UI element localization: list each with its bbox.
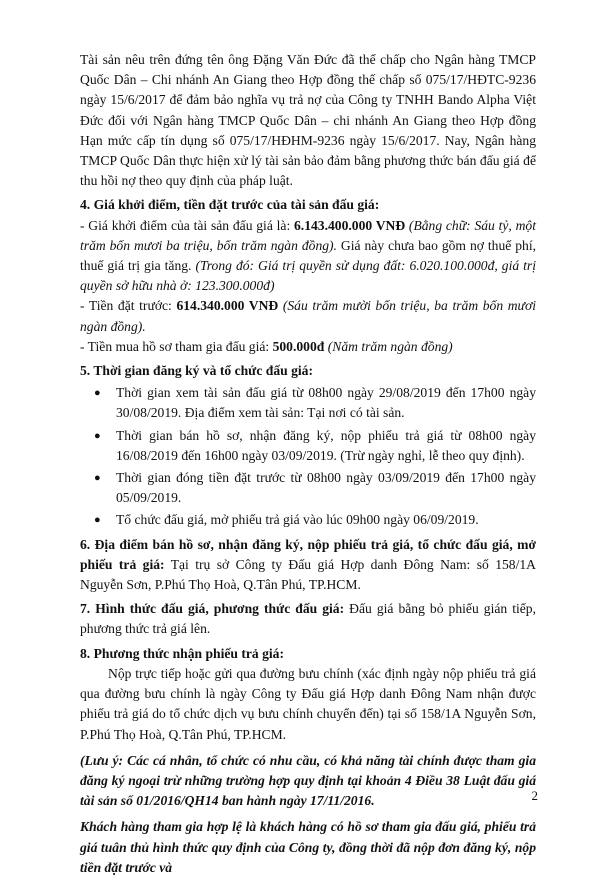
- note-paragraph: (Lưu ý: Các cá nhân, tổ chức có nhu cầu, có khả năng tài chính được tham gia đăng ký ngoại trừ những trường hợp quy định tại khoản 4 Điều 38 Luật đấu giá tài sản số 01/2016/QH14 ban hành ngày 17/11/2016.: [80, 752, 536, 809]
- section-8-text: Nộp trực tiếp hoặc gửi qua đường bưu chính (xác định ngày nộp phiếu trả giá qua đường bưu chính là ngày Công ty Đấu giá Hợp danh Đông Nam nhận được phiếu trả giá do tổ chức dịch vụ bưu chính chuyển đến) tại số 158/1A Nguyễn Sơn, P.Phú Thọ Hoà, Q.Tân Phú, TP.HCM.: [80, 665, 536, 742]
- deposit-value: 614.340.000 VNĐ: [176, 298, 279, 314]
- intro-paragraph: Tài sản nêu trên đứng tên ông Đặng Văn Đức đã thế chấp cho Ngân hàng TMCP Quốc Dân – Chi nhánh An Giang theo Hợp đồng thế chấp số 075/17/HĐTC-9236 ngày 15/6/2017 để đảm bảo nghĩa vụ trả nợ của Công ty TNHH Bando Alpha Việt Đức đối với Ngân hàng TMCP Quốc Dân – chi nhánh An Giang theo Hợp đồng Hạn mức cấp tín dụng số 075/17/HĐHM-9236 ngày 15/6/2017. Nay, Ngân hàng TMCP Quốc Dân thực hiện xử lý tài sản bảo đảm bằng phương thức bán đấu giá để thu hồi nợ theo quy định của pháp luật.: [80, 52, 536, 189]
- dossier-fee-line: - Tiền mua hồ sơ tham gia đấu giá: 500.000đ (Năm trăm ngàn đồng): [80, 338, 453, 354]
- section-7: 7. Hình thức đấu giá, phương thức đấu giá: Đấu giá bằng bỏ phiếu gián tiếp, phương thức trả giá lên.: [80, 601, 536, 637]
- dossier-fee-value: 500.000đ: [272, 338, 325, 354]
- section-4-heading: 4. Giá khởi điểm, tiền đặt trước của tài sản đấu giá:: [80, 197, 380, 213]
- section-7-heading: 7. Hình thức đấu giá, phương thức đấu giá:: [80, 601, 345, 617]
- list-item: ● Thời gian xem tài sản đấu giá từ 08h00 ngày 29/08/2019 đến 17h00 ngày 30/08/2019. Địa điểm xem tài sản: Tại nơi có tài sản.: [94, 385, 536, 421]
- document-page: [80, 50, 536, 878]
- section-5-heading: 5. Thời gian đăng ký và tổ chức đấu giá:: [80, 363, 313, 379]
- section-6: 6. Địa điểm bán hồ sơ, nhận đăng ký, nộp phiếu trả giá, tổ chức đấu giá, mở phiếu trả giá: Tại trụ sở Công ty Đấu giá Hợp danh Đông Nam: số 158/1A Nguyễn Sơn, P.Phú Thọ Hoà, Q.Tân Phú, TP.HCM.: [80, 536, 536, 593]
- deposit-line: - Tiền đặt trước: 614.340.000 VNĐ (Sáu trăm mười bốn triệu, ba trăm bốn mươi ngàn đồng).: [80, 298, 537, 334]
- list-item: ● Thời gian đóng tiền đặt trước từ 08h00 ngày 03/09/2019 đến 17h00 ngày 05/09/2019.: [94, 470, 536, 506]
- eligibility-paragraph: Khách hàng tham gia hợp lệ là khách hàng có hồ sơ tham gia đấu giá, phiếu trả giá tuân thủ hình thức quy định của Công ty, đồng thời đã nộp đơn đăng ký, nộp tiền đặt trước và: [80, 819, 536, 875]
- section-6-heading: 6. Địa điểm bán hồ sơ, nhận đăng ký, nộp phiếu trả giá, tổ chức đấu giá, mở phiếu trả giá:: [80, 536, 536, 572]
- section-8-heading: 8. Phương thức nhận phiếu trả giá:: [80, 645, 284, 661]
- schedule-list: [80, 383, 536, 530]
- bullet-icon: ●: [94, 472, 101, 485]
- list-item: ● Thời gian bán hồ sơ, nhận đăng ký, nộp phiếu trả giá từ 08h00 ngày 16/08/2019 đến 16h00 ngày 03/09/2019. (Trừ ngày nghỉ, lễ theo quy định).: [94, 427, 536, 463]
- bullet-icon: ●: [94, 429, 101, 442]
- bullet-icon: ●: [94, 514, 101, 527]
- start-price-line: - Giá khởi điểm của tài sản đấu giá là: 6.143.400.000 VNĐ (Bằng chữ: Sáu tỷ, một trăm bốn mươi ba triệu, bốn trăm ngàn đồng). Giá này chưa bao gồm nợ thuế phí, thuế giá trị gia tăng. (Trong đó: Giá trị quyền sử dụng đất: 6.020.100.000đ, giá trị quyền sở hữu nhà ở: 123.300.000đ): [80, 217, 536, 294]
- start-price-value: 6.143.400.000 VNĐ: [294, 217, 406, 233]
- list-item: ● Tổ chức đấu giá, mở phiếu trả giá vào lúc 09h00 ngày 06/09/2019.: [116, 510, 536, 530]
- bullet-icon: ●: [94, 387, 101, 400]
- page-number: 2: [531, 788, 538, 803]
